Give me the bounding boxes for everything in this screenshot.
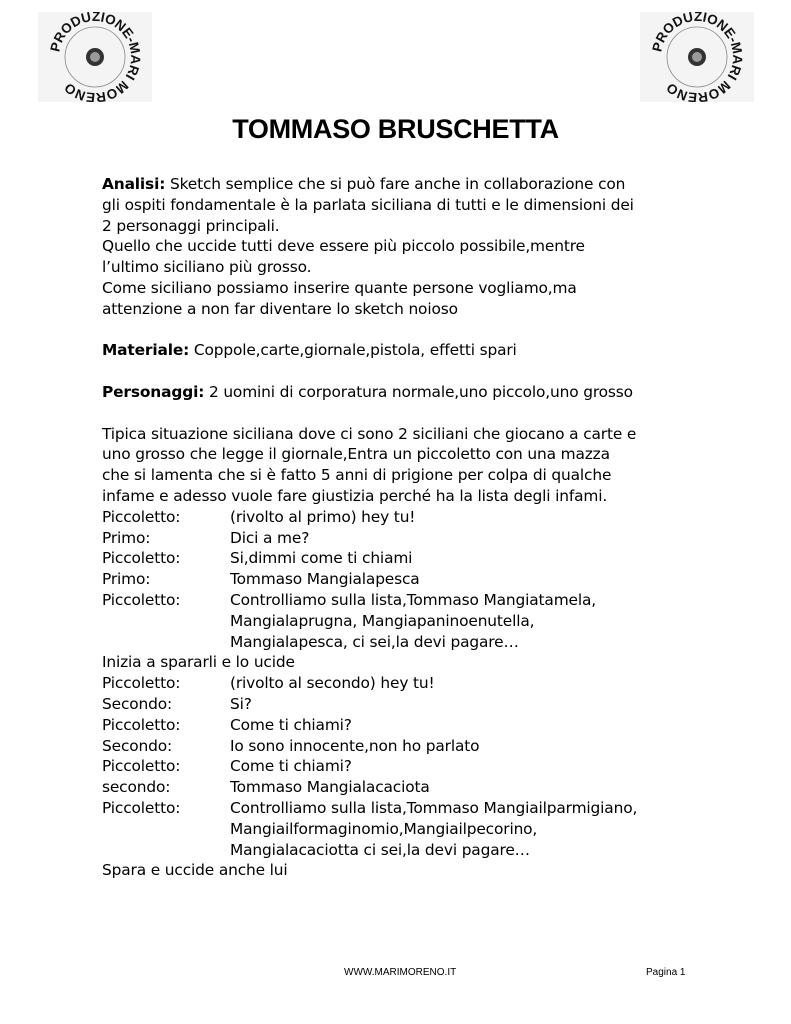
dialogue-row xyxy=(102,569,702,590)
dialogue-line: (rivolto al secondo) hey tu! xyxy=(230,674,435,693)
stage-direction: Spara e uccide anche lui xyxy=(102,861,288,880)
dialogue-row xyxy=(102,715,702,736)
speaker: Piccoletto: xyxy=(102,798,181,817)
dialogue-row xyxy=(102,777,702,798)
analisi-line: gli ospiti fondamentale è la parlata siciliana di tutti e le dimensioni dei xyxy=(102,195,634,214)
dialogue-line: Dici a me? xyxy=(230,528,310,547)
intro-line: Tipica situazione siciliana dove ci sono 2 siciliani che giocano a carte e xyxy=(102,424,637,443)
speaker: Piccoletto: xyxy=(102,715,181,734)
intro-line: infame e adesso vuole fare giustizia perché ha la lista degli infami. xyxy=(102,486,608,505)
speaker: Piccoletto: xyxy=(102,590,181,609)
dialogue-row xyxy=(102,548,702,569)
logo-stamp-icon xyxy=(38,12,152,102)
dialogue-row xyxy=(102,694,702,715)
analisi-section xyxy=(102,174,702,320)
intro-section xyxy=(102,424,702,507)
dialogue-line: Mangialapesca, ci sei,la devi pagare… xyxy=(230,632,519,651)
personaggi-label: Personaggi: xyxy=(102,382,205,401)
dialogue-line: Controlliamo sulla lista,Tommaso Mangiatamela, xyxy=(230,590,597,609)
speaker: Primo: xyxy=(102,528,151,547)
analisi-line: 2 personaggi principali. xyxy=(102,216,280,235)
dialogue-row xyxy=(102,528,702,549)
page-title: TOMMASO BRUSCHETTA xyxy=(232,114,559,144)
dialogue-row xyxy=(102,736,702,757)
materiale-label: Materiale: xyxy=(102,341,190,360)
document-body xyxy=(102,174,702,881)
materiale-section xyxy=(102,340,702,361)
speaker: Secondo: xyxy=(102,694,173,713)
dialogue-line: Mangialacaciotta ci sei,la devi pagare… xyxy=(230,840,530,859)
dialogue-line: (rivolto al primo) hey tu! xyxy=(230,507,416,526)
stage-direction: Inizia a spararli e lo ucide xyxy=(102,653,295,672)
speaker: Piccoletto: xyxy=(102,549,181,568)
dialogue-line: Mangialaprugna, Mangiapaninoenutella, xyxy=(230,611,535,630)
footer-url: WWW.MARIMORENO.IT xyxy=(344,967,457,978)
speaker: Primo: xyxy=(102,570,151,589)
dialogue-line: Tommaso Mangialacaciota xyxy=(230,778,430,797)
logo-right xyxy=(640,12,754,102)
intro-line: uno grosso che legge il giornale,Entra un piccoletto con una mazza xyxy=(102,445,610,464)
analisi-line xyxy=(102,174,702,195)
dialogue-row xyxy=(102,798,702,860)
dialogue-line: Si,dimmi come ti chiami xyxy=(230,549,413,568)
intro-line: che si lamenta che si è fatto 5 anni di prigione per colpa di qualche xyxy=(102,466,612,485)
analisi-line: attenzione a non far diventare lo sketch noioso xyxy=(102,299,458,318)
speaker: Piccoletto: xyxy=(102,507,181,526)
analisi-line: l’ultimo siciliano più grosso. xyxy=(102,258,312,277)
personaggi-text: 2 uomini di corporatura normale,uno piccolo,uno grosso xyxy=(204,382,633,401)
dialogue-line: Come ti chiami? xyxy=(230,757,352,776)
speaker: secondo: xyxy=(102,778,171,797)
dialogue-line: Si? xyxy=(230,694,252,713)
dialogue-line: Mangiailformaginomio,Mangiailpecorino, xyxy=(230,819,538,838)
svg-text:PRODUZIONE-MARI MORENO: PRODUZIONE-MARI MORENO xyxy=(47,12,144,102)
dialogue-row xyxy=(102,673,702,694)
speaker: Piccoletto: xyxy=(102,674,181,693)
dialogue xyxy=(102,507,702,881)
dialogue-line: Controlliamo sulla lista,Tommaso Mangiailparmigiano, xyxy=(230,798,638,817)
personaggi-section xyxy=(102,382,702,403)
dialogue-row xyxy=(102,507,702,528)
dialogue-line: Come ti chiami? xyxy=(230,715,352,734)
speaker: Piccoletto: xyxy=(102,757,181,776)
analisi-line: Come siciliano possiamo inserire quante persone vogliamo,ma xyxy=(102,278,577,297)
footer-page-number: Pagina 1 xyxy=(646,967,686,978)
dialogue-row xyxy=(102,756,702,777)
analisi-label: Analisi: xyxy=(102,175,166,193)
analisi-text: Sketch semplice che si può fare anche in collaborazione con xyxy=(165,175,626,193)
dialogue-line: Tommaso Mangialapesca xyxy=(230,570,420,589)
logo-stamp-icon xyxy=(640,12,754,102)
dialogue-row xyxy=(102,590,702,652)
analisi-line: Quello che uccide tutti deve essere più piccolo possibile,mentre xyxy=(102,237,585,256)
speaker: Secondo: xyxy=(102,736,173,755)
materiale-text: Coppole,carte,giornale,pistola, effetti spari xyxy=(189,341,517,360)
dialogue-line: Io sono innocente,non ho parlato xyxy=(230,736,480,755)
logo-left xyxy=(38,12,152,102)
svg-text:PRODUZIONE-MARI MORENO: PRODUZIONE-MARI MORENO xyxy=(649,12,746,102)
